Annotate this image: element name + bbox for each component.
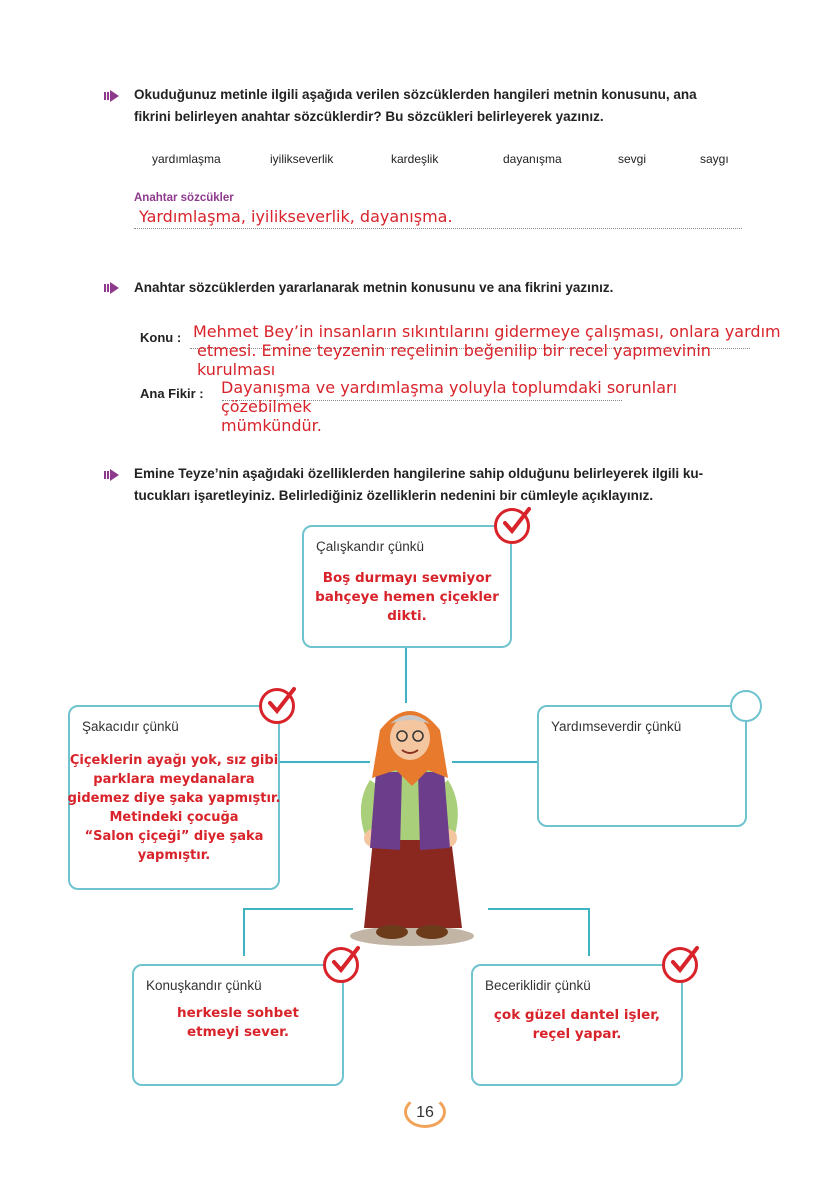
caliskan-checkbox[interactable] [494,508,530,544]
caliskan-answer [304,569,510,626]
ana-fikir-answer-line-2: mümkündür. [221,416,322,435]
question-3-text [134,463,784,507]
becerikli-title: Beceriklidir çünkü [485,978,591,993]
keyword-yardimlasma: yardımlaşma [152,152,221,166]
becerikli-answer-line: çok güzel dantel işler, [493,1007,661,1023]
sakaci-answer-line: gidemez diye şaka yapmıştır. [67,791,281,806]
emine-teyze-illustration [340,700,480,950]
becerikli-box [471,964,683,1086]
ana-fikir-answer-line-1: Dayanışma ve yardımlaşma yoluyla toplumdaki sorunları çözebilmek [221,378,678,416]
keyword-saygi: saygı [700,152,729,166]
sakaci-answer-line: “Salon çiçeği” diye şaka [84,829,264,844]
konuskan-answer [134,1004,342,1042]
yardimsever-checkbox[interactable] [730,690,762,722]
sakaci-checkbox[interactable] [259,688,295,724]
keyword-iyilikseverlik: iyilikseverlik [270,152,334,166]
bullet-arrow-icon [104,469,126,481]
konuskan-box [132,964,344,1086]
checkmark-icon [499,505,533,539]
question-1-line-1: Okuduğunuz metinle ilgili aşağıda verilen sözcüklerden hangileri metnin konusunu, ana [134,87,697,102]
ana-fikir-label: Ana Fikir : [140,386,204,401]
sakaci-answer-line: Metindeki çocuğa [109,810,239,825]
sakaci-title: Şakacıdır çünkü [82,719,179,734]
caliskan-answer-line: bahçeye hemen çiçekler [315,589,499,605]
ana-fikir-answer [221,378,761,435]
connector-bottom-left-v [243,908,245,956]
caliskan-answer-line: Boş durmayı sevmiyor [322,570,492,586]
question-3-line-2: tucukları işaretleyiniz. Belirlediğiniz özelliklerin nedenini bir cümleyle açıklayınız. [134,488,654,503]
caliskan-answer-line: dikti. [387,608,427,624]
connector-bottom-left-h [243,908,353,910]
question-3-line-1: Emine Teyze’nin aşağıdaki özelliklerden hangilerine sahip olduğunu belirleyerek ilgili ku- [134,466,704,481]
connector-top [405,648,407,703]
keyword-dayanisma: dayanışma [503,152,562,166]
yardimsever-box [537,705,747,827]
connector-bottom-right-v [588,908,590,956]
yardimsever-title: Yardımseverdir çünkü [551,719,682,734]
bullet-arrow-icon [104,282,126,294]
sakaci-answer-line: yapmıştır. [137,848,211,863]
konuskan-title: Konuşkandır çünkü [146,978,262,993]
bullet-arrow-icon [104,90,126,102]
answer-label: Anahtar sözcükler [134,192,234,204]
sakaci-answer-line: parklara meydanalara [93,772,255,787]
keywords-answer-line [134,228,742,229]
page-number: 16 [404,1096,446,1128]
question-1-line-2: fikrini belirleyen anahtar sözcüklerdir? Bu sözcükleri belirleyerek yazınız. [134,109,604,124]
connector-bottom-right-h [488,908,588,910]
konu-answer-line-1: Mehmet Bey’in insanların sıkıntılarını gidermeye çalışması, onlara yardım [193,322,781,341]
konuskan-answer-line: herkesle sohbet [177,1005,299,1021]
checkmark-icon [667,944,701,978]
konu-answer [193,322,783,379]
konu-label: Konu : [140,330,182,345]
becerikli-answer-line: reçel yapar. [532,1026,622,1042]
keyword-kardeslik: kardeşlik [391,152,439,166]
keywords-answer: Yardımlaşma, iyilikseverlik, dayanışma. [139,207,453,226]
checkmark-icon [264,685,298,719]
question-1-text [134,84,774,128]
sakaci-answer [66,751,282,865]
sakaci-answer-line: Çiçeklerin ayağı yok, sız gibi [69,753,279,768]
question-2-text: Anahtar sözcüklerden yararlanarak metnin konusunu ve ana fikrini yazınız. [134,280,614,295]
becerikli-answer [473,1006,681,1044]
caliskan-box [302,525,512,648]
caliskan-title: Çalışkandır çünkü [316,539,425,554]
keyword-sevgi: sevgi [618,152,647,166]
konuskan-checkbox[interactable] [323,947,359,983]
becerikli-checkbox[interactable] [662,947,698,983]
konu-answer-line-2: etmesi. Emine teyzenin reçelinin beğenilip bir recel yapımevinin kurulması [197,341,711,379]
konuskan-answer-line: etmeyi sever. [187,1024,289,1040]
sakaci-box [68,705,280,890]
